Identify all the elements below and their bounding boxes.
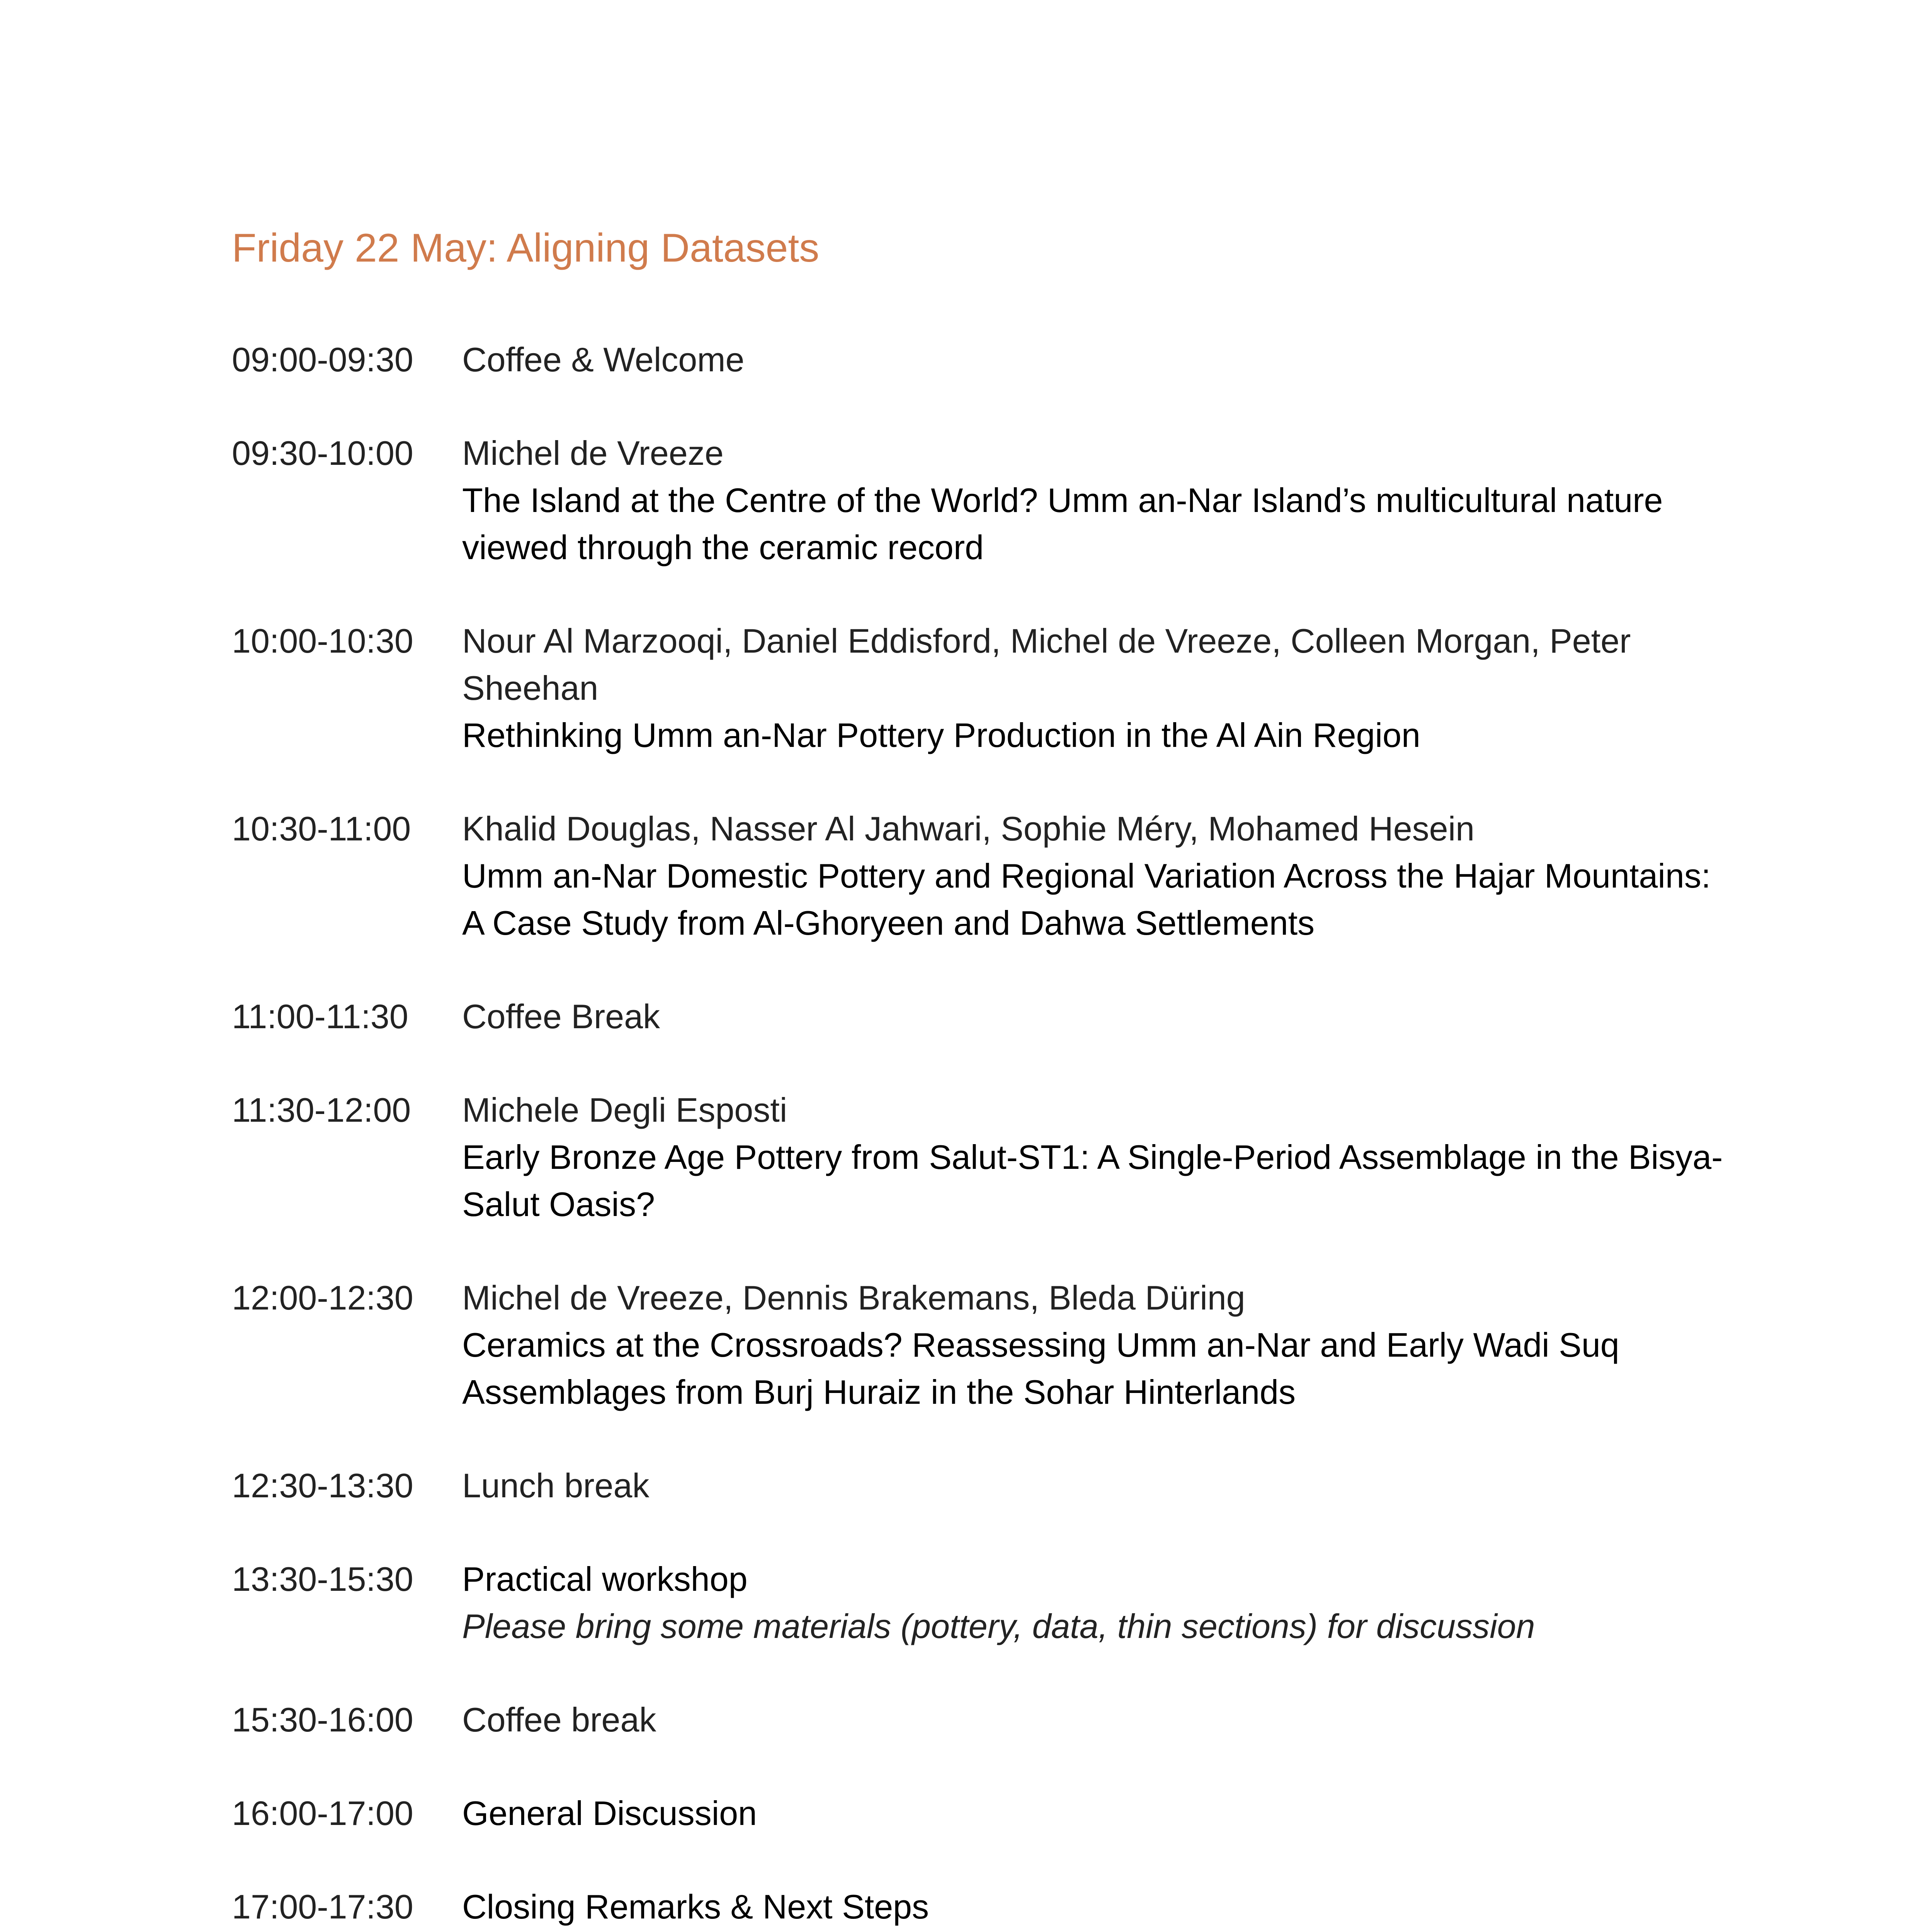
slot-time: 17:00-17:30 bbox=[232, 1888, 413, 1926]
slot-time: 10:30-11:00 bbox=[232, 810, 411, 848]
slot-body bbox=[462, 336, 1737, 383]
schedule-item bbox=[232, 1087, 1777, 1228]
session-title: Closing Remarks & Next Steps bbox=[462, 1888, 929, 1926]
schedule-item bbox=[232, 805, 1777, 947]
slot-speakers: Michel de Vreeze, Dennis Brakemans, Bleda Düring bbox=[462, 1279, 1245, 1317]
slot-speakers: Michele Degli Esposti bbox=[462, 1091, 787, 1129]
slot-body bbox=[462, 430, 1737, 571]
slot-speakers: Khalid Douglas, Nasser Al Jahwari, Sophie Méry, Mohamed Hesein bbox=[462, 810, 1475, 848]
slot-body bbox=[462, 1462, 1737, 1509]
schedule-item bbox=[232, 430, 1777, 571]
slot-body bbox=[462, 1883, 1737, 1930]
session-note: Please bring some materials (pottery, data, thin sections) for discussion bbox=[462, 1607, 1535, 1645]
schedule-item bbox=[232, 336, 1777, 383]
session-title: General Discussion bbox=[462, 1794, 757, 1832]
schedule-item bbox=[232, 1883, 1777, 1930]
schedule-item bbox=[232, 617, 1777, 759]
session-title: Practical workshop bbox=[462, 1560, 748, 1598]
slot-time: 09:00-09:30 bbox=[232, 340, 413, 379]
slot-time: 10:00-10:30 bbox=[232, 622, 413, 660]
schedule-item bbox=[232, 993, 1777, 1040]
slot-body bbox=[462, 1087, 1737, 1228]
slot-activity: Coffee & Welcome bbox=[462, 340, 745, 379]
talk-title: Ceramics at the Crossroads? Reassessing Umm an-Nar and Early Wadi Suq Assemblages from Burj Huraiz in the Sohar Hinterlands bbox=[462, 1326, 1619, 1411]
slot-body bbox=[462, 1790, 1737, 1837]
page-title: Friday 22 May: Aligning Datasets bbox=[232, 226, 820, 270]
schedule bbox=[232, 336, 1777, 1932]
slot-activity: Coffee break bbox=[462, 1701, 656, 1739]
schedule-item bbox=[232, 1556, 1777, 1650]
slot-body bbox=[462, 1274, 1737, 1416]
slot-time: 09:30-10:00 bbox=[232, 434, 413, 472]
talk-title: Early Bronze Age Pottery from Salut-ST1: A Single-Period Assemblage in the Bisya-Salut Oasis? bbox=[462, 1138, 1723, 1223]
slot-body bbox=[462, 617, 1737, 759]
slot-time: 11:00-11:30 bbox=[232, 997, 408, 1036]
slot-body bbox=[462, 1696, 1737, 1743]
slot-time: 16:00-17:00 bbox=[232, 1794, 413, 1832]
schedule-item bbox=[232, 1696, 1777, 1743]
slot-speakers: Michel de Vreeze bbox=[462, 434, 724, 472]
talk-title: Umm an-Nar Domestic Pottery and Regional Variation Across the Hajar Mountains: A Case Study from Al-Ghoryeen and Dahwa Settlements bbox=[462, 857, 1711, 942]
talk-title: The Island at the Centre of the World? Umm an-Nar Island’s multicultural nature viewed through the ceramic record bbox=[462, 481, 1663, 566]
slot-time: 11:30-12:00 bbox=[232, 1091, 411, 1129]
slot-time: 15:30-16:00 bbox=[232, 1701, 413, 1739]
schedule-item bbox=[232, 1790, 1777, 1837]
slot-time: 12:00-12:30 bbox=[232, 1279, 413, 1317]
schedule-item bbox=[232, 1274, 1777, 1416]
slot-speakers: Nour Al Marzooqi, Daniel Eddisford, Michel de Vreeze, Colleen Morgan, Peter Sheehan bbox=[462, 622, 1631, 707]
slot-body bbox=[462, 993, 1737, 1040]
slot-body bbox=[462, 805, 1737, 947]
slot-time: 12:30-13:30 bbox=[232, 1466, 413, 1505]
schedule-item bbox=[232, 1462, 1777, 1509]
slot-activity: Coffee Break bbox=[462, 997, 660, 1036]
slot-time: 13:30-15:30 bbox=[232, 1560, 413, 1598]
slot-body bbox=[462, 1556, 1737, 1650]
talk-title: Rethinking Umm an-Nar Pottery Production in the Al Ain Region bbox=[462, 716, 1420, 754]
slot-activity: Lunch break bbox=[462, 1466, 650, 1505]
